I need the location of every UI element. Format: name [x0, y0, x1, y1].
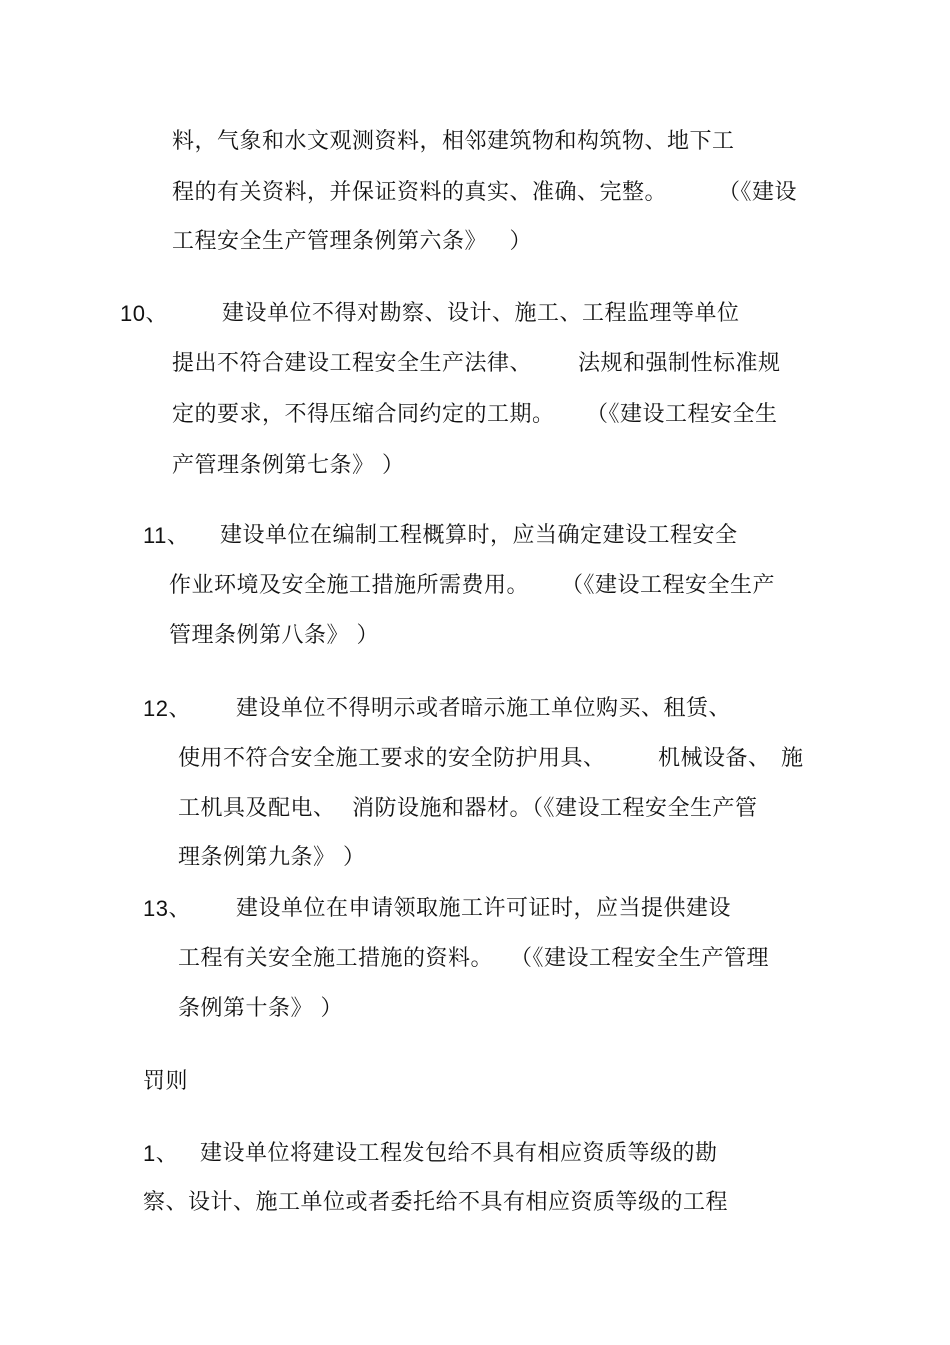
citation-text: （《建设工程安全生产	[561, 573, 776, 598]
item-text: 察、设计、施工单位或者委托给不具有相应资质等级的工程	[143, 1190, 729, 1215]
item-text: 建设单位在申请领取施工许可证时，应当提供建设	[236, 896, 732, 921]
text-line: 料，气象和水文观测资料，相邻建筑物和构筑物、地下工	[172, 129, 735, 154]
item-text: 施	[781, 746, 804, 771]
item-text: 工程有关安全施工措施的资料。	[178, 946, 494, 971]
citation-text: 管理条例第八条》 ）	[169, 623, 379, 648]
item-number: 1、	[143, 1141, 179, 1166]
item-text: 建设单位在编制工程概算时，应当确定建设工程安全	[220, 523, 738, 548]
text-line: 程的有关资料，并保证资料的真实、准确、完整。	[172, 180, 668, 205]
citation-text: 理条例第九条》 ）	[178, 845, 366, 870]
item-number: 10、	[120, 301, 168, 326]
citation-text: （《建设工程安全生	[586, 402, 778, 427]
item-text: 建设单位不得明示或者暗示施工单位购买、租赁、	[236, 696, 732, 721]
item-text: 作业环境及安全施工措施所需费用。	[169, 573, 530, 598]
citation-text: 产管理条例第七条》 ）	[172, 453, 405, 478]
item-number: 12、	[143, 696, 191, 721]
item-text: 定的要求，不得压缩合同约定的工期。	[172, 402, 555, 427]
citation-text: （《建设	[718, 180, 798, 205]
item-text: 提出不符合建设工程安全生产法律、	[172, 351, 533, 376]
citation-text: （《建设工程安全生产管理	[510, 946, 770, 971]
item-number: 11、	[143, 523, 190, 548]
item-number: 13、	[143, 896, 191, 921]
item-text: 建设单位不得对勘察、设计、施工、工程监理等单位	[222, 301, 740, 326]
item-text: 建设单位将建设工程发包给不具有相应资质等级的勘	[200, 1141, 718, 1166]
item-text: 使用不符合安全施工要求的安全防护用具、	[178, 746, 606, 771]
item-text: 法规和强制性标准规	[578, 351, 781, 376]
citation-text: 条例第十条》 ）	[178, 996, 343, 1021]
section-heading: 罚则	[143, 1069, 189, 1094]
text-line: 工程安全生产管理条例第六条》 ）	[172, 229, 532, 254]
item-text: 工机具及配电、	[178, 796, 336, 821]
item-text: 消防设施和器材。（《建设工程安全生产管	[352, 796, 758, 821]
item-text: 机械设备、	[658, 746, 771, 771]
